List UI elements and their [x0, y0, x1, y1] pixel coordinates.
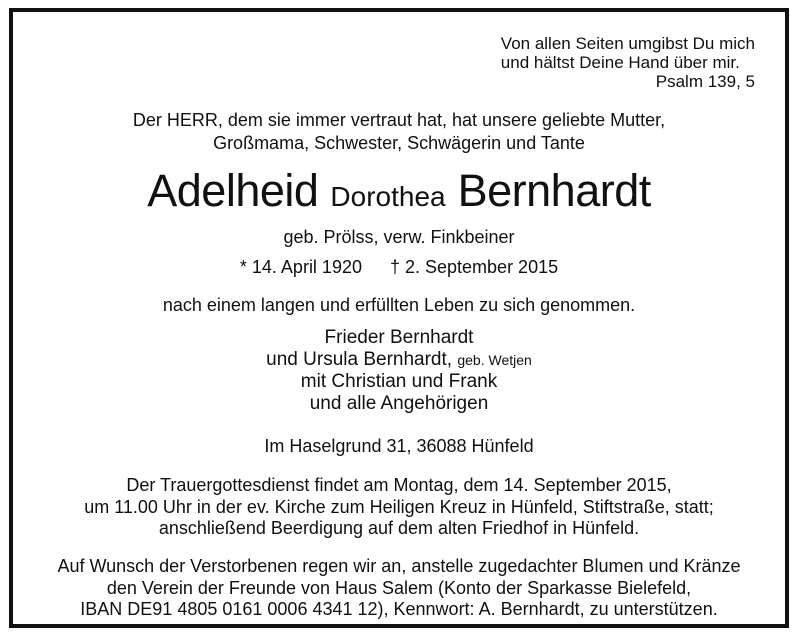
mourner-line-3: mit Christian und Frank [300, 371, 498, 392]
wish-line-1: Auf Wunsch der Verstorbenen regen wir an, anstelle zugedachter Blumen und Kränze [57, 556, 741, 576]
mourner-line-4: und alle Angehörigen [309, 392, 489, 414]
service-info [13, 475, 785, 540]
first-name: Adelheid [147, 165, 319, 216]
mourner-line-2-note: geb. Wetjen [457, 351, 532, 368]
birth-date: * 14. April 1920 [239, 257, 362, 277]
service-line-2: um 11.00 Uhr in der ev. Kirche zum Heiligen Kreuz in Hünfeld, Stiftstraße, statt; [84, 496, 714, 517]
service-line-3: anschließend Beerdigung auf dem alten Friedhof in Hünfeld. [158, 518, 640, 538]
intro-text [13, 109, 785, 155]
intro-line-1: Der HERR, dem sie immer vertraut hat, hat unsere geliebte Mutter, [132, 110, 666, 130]
mourner-line-2-name: und Ursula Bernhardt, [266, 348, 453, 370]
mourner-line-1: Frieder Bernhardt [324, 327, 474, 348]
life-dates [13, 256, 785, 278]
intro-line-2: Großmama, Schwester, Schwägerin und Tante [213, 133, 585, 153]
taken-text: nach einem langen und erfüllten Leben zu sich genommen. [162, 295, 636, 315]
donation-wish [13, 556, 785, 621]
mourners-block [13, 327, 785, 414]
wish-line-2: den Verein der Freunde von Haus Salem (Konto der Sparkasse Bielefeld, [106, 577, 692, 598]
death-date: † 2. September 2015 [389, 257, 559, 277]
last-name: Bernhardt [457, 165, 651, 216]
service-line-1: Der Trauergottesdienst findet am Montag, dem 14. September 2015, [126, 475, 672, 495]
obituary-notice [9, 8, 789, 628]
birth-names: geb. Prölss, verw. Finkbeiner [283, 227, 515, 247]
mourner-line-2 [13, 349, 785, 372]
verse-line-2: und hältst Deine Hand über mir. [500, 53, 740, 72]
bible-verse [501, 34, 755, 91]
middle-name: Dorothea [330, 181, 446, 212]
wish-line-3: IBAN DE91 4805 0161 0006 4341 12), Kennwort: A. Bernhardt, zu unterstützen. [80, 599, 718, 619]
verse-line-1: Von allen Seiten umgibst Du mich [500, 34, 755, 53]
deceased-name [13, 164, 785, 224]
family-address: Im Haselgrund 31, 36088 Hünfeld [264, 436, 534, 456]
verse-reference: Psalm 139, 5 [655, 72, 755, 91]
